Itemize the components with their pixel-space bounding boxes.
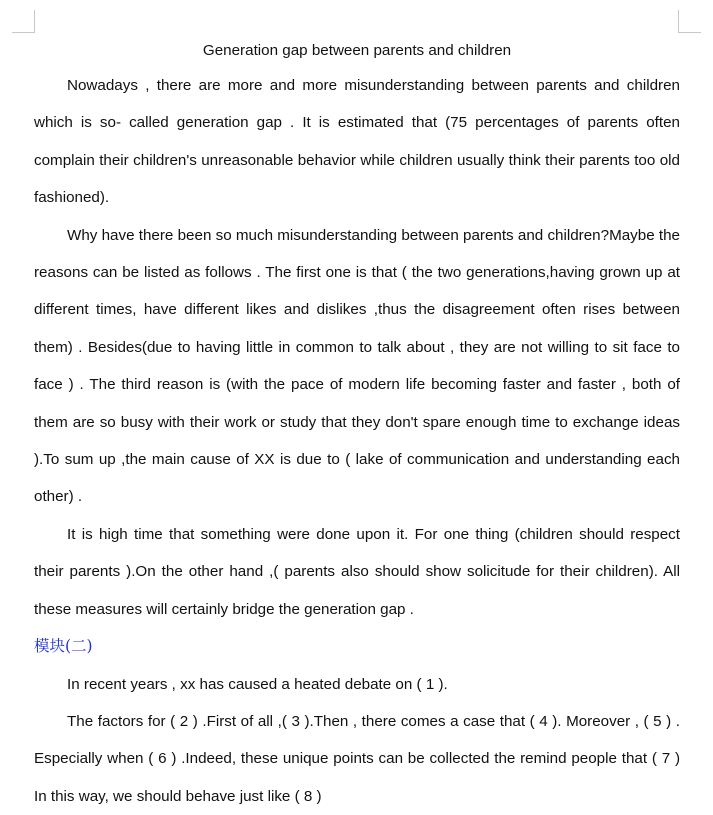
section-paragraph-2: The factors for ( 2 ) .First of all ,( 3 ).Then , there comes a case that ( 4 ). Moreover , ( 5 ) . Especially when ( 6 ) .Indeed, these unique points can be collected the remind people that ( 7 ) In this way, we should behave just like ( 8 ) bbox=[34, 712, 680, 805]
section-heading: 模块(二) bbox=[34, 637, 93, 656]
section-paragraph-1: In recent years , xx has caused a heated debate on ( 1 ). bbox=[67, 675, 448, 693]
document-title: Generation gap between parents and children bbox=[202, 42, 512, 59]
page-corner-mark-left bbox=[12, 10, 35, 33]
page-corner-mark-right bbox=[678, 10, 701, 33]
paragraph-1: Nowadays , there are more and more misunderstanding between parents and children which is so- called generation gap . It is estimated that (75 percentages of parents often complain their children's unreasonable behavior while children usually think their parents too old fashioned). bbox=[34, 77, 680, 207]
document-page bbox=[34, 34, 680, 815]
paragraph-3: It is high time that something were done upon it. For one thing (children should respect their parents ).On the other hand ,( parents also should show solicitude for their children). All these measures will certainly bridge the generation gap . bbox=[34, 525, 680, 618]
paragraph-2: Why have there been so much misunderstanding between parents and children?Maybe the reasons can be listed as follows . The first one is that ( the two generations,having grown up at different times, have different likes and dislikes ,thus the disagreement often rises between them) . Besides(due to having little in common to talk about , they are not willing to sit face to face ) . The third reason is (with the pace of modern life becoming faster and faster , both of them are so busy with their work or study that they don't spare enough time to exchange ideas ).To sum up ,the main cause of XX is due to ( lake of communication and understanding each other) . bbox=[34, 226, 680, 506]
